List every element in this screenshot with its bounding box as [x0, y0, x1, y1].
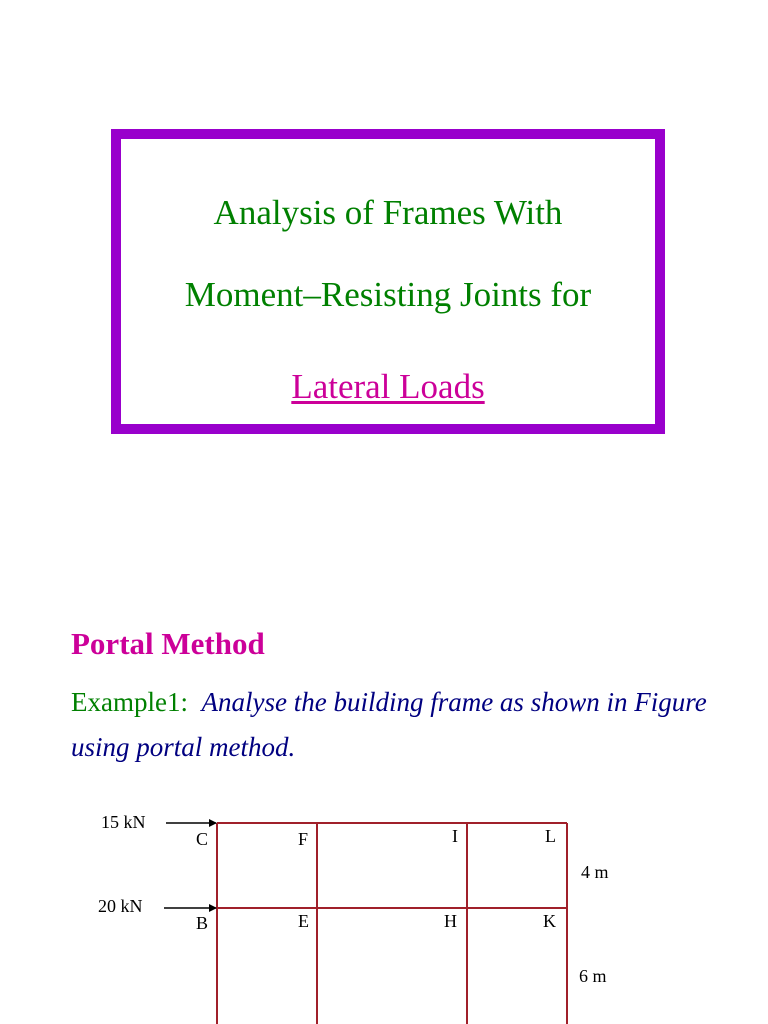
dimension-label-bottom-storey: 6 m	[579, 966, 607, 986]
joint-label-l: L	[545, 826, 556, 846]
joint-label-c: C	[196, 829, 209, 849]
joint-label-k: K	[543, 911, 556, 931]
title-line-3: Lateral Loads	[291, 367, 485, 406]
example-text: Analyse the building frame as shown in Figure using portal method.	[71, 687, 707, 762]
joint-label-f: F	[298, 829, 309, 849]
section-heading: Portal Method	[71, 626, 265, 661]
title-box	[111, 129, 665, 434]
load-label-top: 15 kN	[101, 812, 146, 832]
frame-figure	[0, 790, 768, 1024]
dimension-label-top-storey: 4 m	[581, 862, 609, 882]
load-label-middle: 20 kN	[98, 896, 143, 916]
frame-members	[217, 823, 567, 1024]
joint-label-i: I	[452, 826, 458, 846]
example-label: Example1	[71, 687, 181, 717]
title-line-1: Analysis of Frames With	[213, 193, 563, 232]
title-line-2: Moment–Resisting Joints for	[184, 275, 592, 314]
joint-label-b: B	[196, 913, 209, 933]
example-paragraph	[71, 680, 711, 770]
joint-label-h: H	[444, 911, 457, 931]
joint-label-e: E	[298, 911, 309, 931]
example-separator: :	[180, 687, 188, 717]
